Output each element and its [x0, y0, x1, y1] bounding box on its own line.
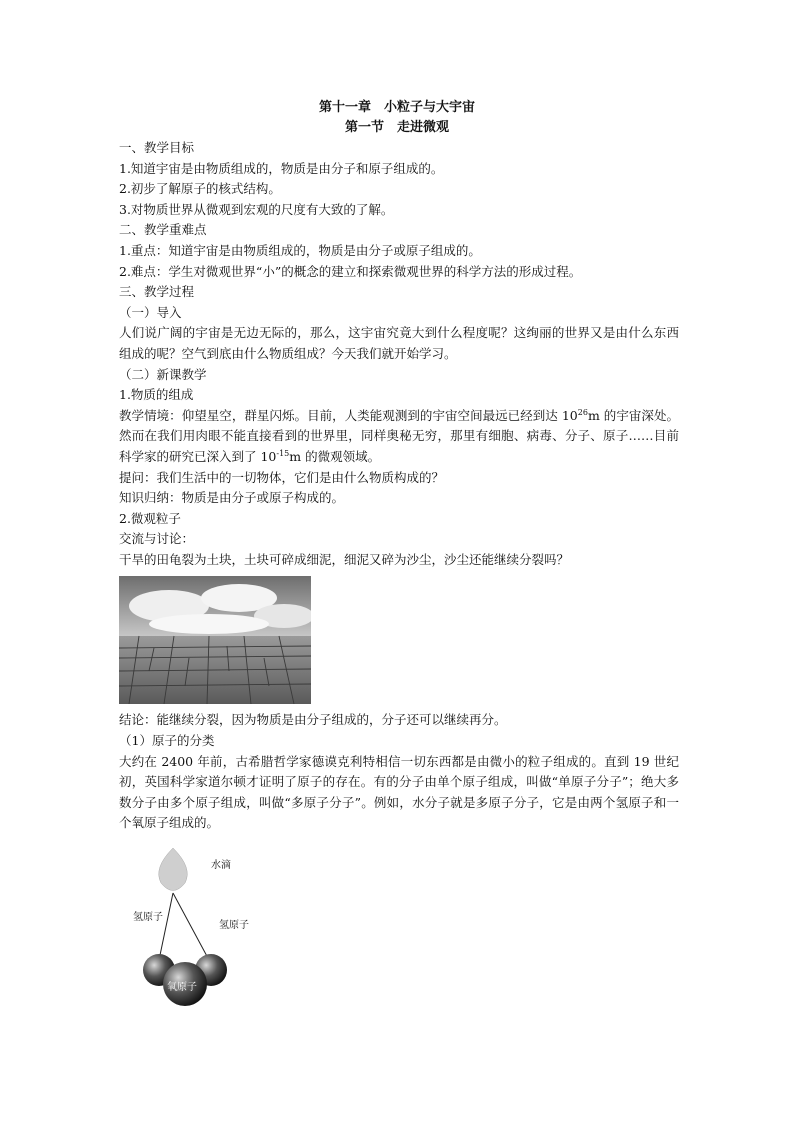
key-point-2: 2.难点：学生对微观世界“小”的概念的建立和探索微观世界的科学方法的形成过程。	[119, 263, 582, 279]
hydrogen-right-label: 氢原子	[219, 920, 249, 932]
discussion-heading: 交流与讨论：	[119, 531, 195, 547]
hydrogen-left-label: 氢原子	[133, 912, 163, 924]
goal-item-1: 1.知道宇宙是由物质组成的，物质是由分子和原子组成的。	[119, 160, 444, 176]
intro-heading: （一）导入	[119, 304, 182, 320]
particles-heading: 2.微观粒子	[119, 510, 181, 526]
water-molecule-illustration	[133, 838, 273, 1013]
situation-part-b: m 的宇宙深处。然而在我们用肉眼不能直接看到的世界里，同样奥秘无穷，那里有细胞、病毒、分子、原子……目前科学家的研究已深入到了 10	[119, 407, 679, 464]
discussion-text: 干旱的田龟裂为土块，土块可碎成细泥，细泥又碎为沙尘，沙尘还能继续分裂吗？	[119, 551, 570, 567]
teaching-situation	[119, 406, 679, 468]
goal-item-3: 3.对物质世界从微观到宏观的尺度有大致的了解。	[119, 201, 394, 217]
intro-text: 人们说广阔的宇宙是无边无际的，那么，这宇宙究竟大到什么程度呢？这绚丽的世界又是由什么东西组成的呢？空气到底由什么物质组成？今天我们就开始学习。	[119, 325, 679, 361]
exponent-minus-15: -15	[276, 448, 290, 458]
composition-heading: 1.物质的组成	[119, 387, 194, 403]
chapter-title: 第十一章 小粒子与大宇宙	[318, 100, 475, 115]
key-point-1: 1.重点：知道宇宙是由物质组成的，物质是由分子或原子组成的。	[119, 242, 481, 258]
atom-class-heading: （1）原子的分类	[119, 733, 215, 749]
cracked-earth-image	[119, 576, 311, 704]
exponent-26: 26	[577, 407, 588, 417]
water-drop-shape	[159, 848, 188, 891]
document-body	[119, 138, 679, 1013]
situation-part-a: 教学情境：仰望星空，群星闪烁。目前，人类能观测到的宇宙空间最远已经到达 10	[119, 407, 578, 423]
key-points-heading: 二、教学重难点	[119, 222, 207, 238]
goals-heading: 一、教学目标	[119, 140, 195, 155]
right-link-line	[173, 893, 209, 960]
summary-text: 知识归纳：物质是由分子或原子构成的。	[119, 490, 345, 506]
new-lesson-heading: （二）新课教学	[119, 366, 207, 382]
section-title: 第一节 走进微观	[344, 120, 449, 135]
cracked-earth-photo	[119, 576, 311, 704]
question-text: 提问：我们生活中的一切物体，它们是由什么物质构成的？	[119, 469, 445, 485]
process-heading: 三、教学过程	[119, 284, 195, 300]
situation-part-c: m 的微观领域。	[289, 448, 381, 464]
left-link-line	[159, 893, 173, 960]
oxygen-label: 氧原子	[167, 982, 197, 994]
water-drop-label: 水滴	[211, 860, 231, 872]
conclusion-text: 结论：能继续分裂，因为物质是由分子组成的，分子还可以继续再分。	[119, 712, 507, 728]
water-molecule-diagram	[133, 838, 273, 1013]
goal-item-2: 2.初步了解原子的核式结构。	[119, 181, 281, 197]
atom-class-text: 大约在 2400 年前，古希腊哲学家德谟克利特相信一切东西都是由微小的粒子组成的。直到 19 世纪初，英国科学家道尔顿才证明了原子的存在。有的分子由单个原子组成，叫做“单原子分子”；绝大多数分子由多个原子组成，叫做“多原子分子”。例如，水分子就是多原子分子，它是由两个氢原子和一个氧原子组成的。	[119, 753, 679, 831]
